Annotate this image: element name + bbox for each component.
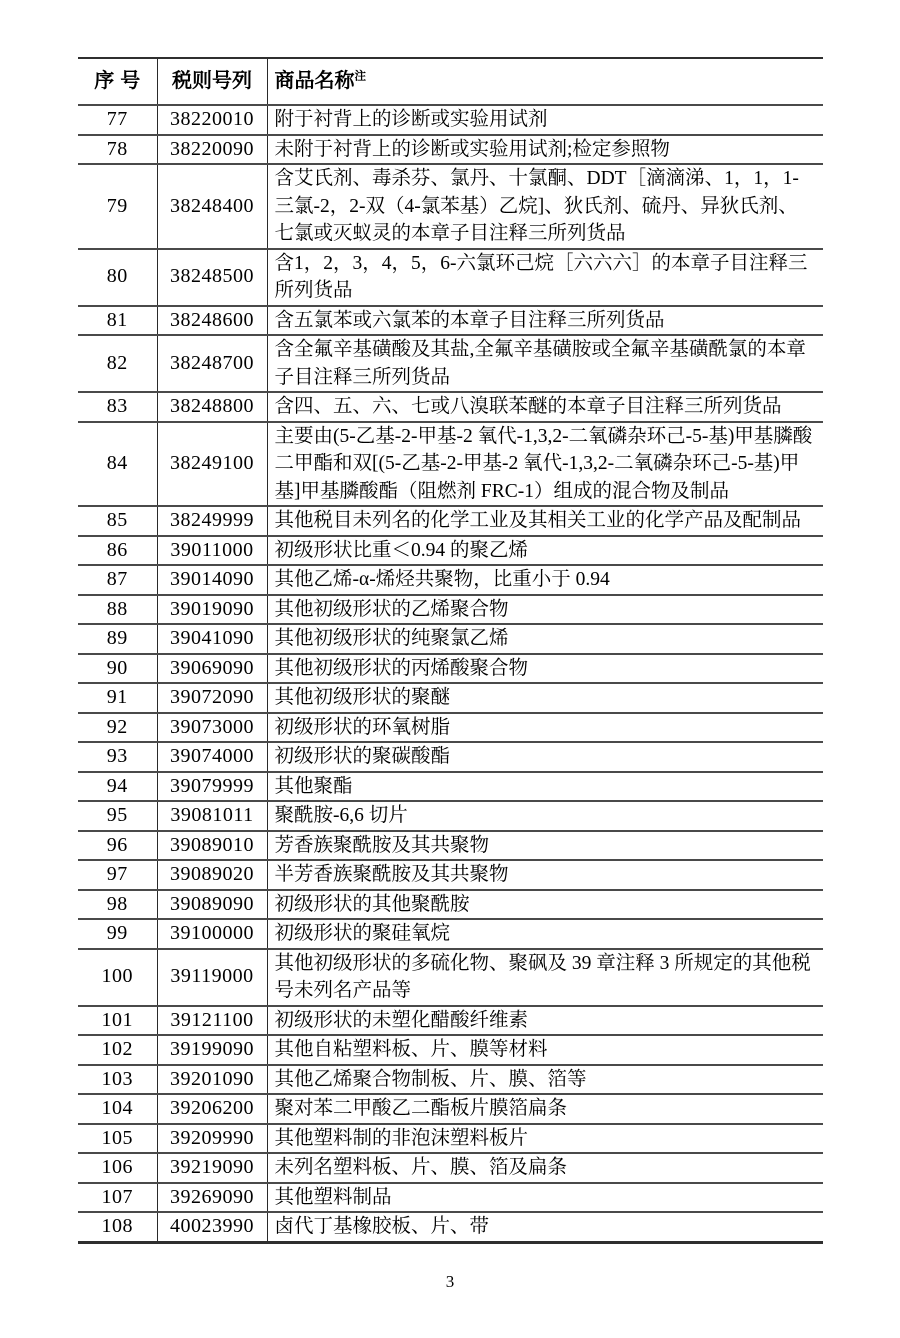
row-code-cell: 38248600 (157, 306, 267, 336)
row-code-cell: 39011000 (157, 536, 267, 566)
row-code-cell: 39014090 (157, 565, 267, 595)
row-index-cell: 100 (78, 949, 157, 1006)
row-index-cell: 84 (78, 422, 157, 507)
row-name-cell: 含1，2，3，4，5，6-六氯环己烷［六六六］的本章子目注释三所列货品 (267, 249, 823, 306)
row-code-cell: 39199090 (157, 1035, 267, 1065)
table-row (78, 1124, 823, 1154)
table-row (78, 949, 823, 1006)
row-index-cell: 77 (78, 105, 157, 135)
table-row (78, 565, 823, 595)
row-index-cell: 95 (78, 801, 157, 831)
row-code-cell: 39019090 (157, 595, 267, 625)
row-code-cell: 39089020 (157, 860, 267, 890)
row-name-cell: 初级形状的其他聚酰胺 (267, 890, 823, 920)
row-code-cell: 39201090 (157, 1065, 267, 1095)
header-code: 税则号列 (157, 58, 267, 105)
row-name-cell: 其他塑料制品 (267, 1183, 823, 1213)
header-note-superscript: 注 (354, 70, 366, 83)
row-name-cell: 其他初级形状的乙烯聚合物 (267, 595, 823, 625)
row-code-cell: 38248700 (157, 335, 267, 392)
table-row (78, 1065, 823, 1095)
row-index-cell: 104 (78, 1094, 157, 1124)
table-row (78, 654, 823, 684)
table-row (78, 595, 823, 625)
row-index-cell: 103 (78, 1065, 157, 1095)
table-row (78, 249, 823, 306)
table-row (78, 306, 823, 336)
row-index-cell: 86 (78, 536, 157, 566)
row-code-cell: 39121100 (157, 1006, 267, 1036)
row-code-cell: 38248500 (157, 249, 267, 306)
row-name-cell: 含艾氏剂、毒杀芬、氯丹、十氯酮、DDT［滴滴涕、1，1，1-三氯-2，2-双（4-氯苯基）乙烷]、狄氏剂、硫丹、异狄氏剂、七氯或灭蚁灵的本章子目注释三所列货品 (267, 164, 823, 249)
row-name-cell: 其他自粘塑料板、片、膜等材料 (267, 1035, 823, 1065)
row-name-cell: 含全氟辛基磺酸及其盐,全氟辛基磺胺或全氟辛基磺酰氯的本章子目注释三所列货品 (267, 335, 823, 392)
table-header-row (78, 58, 823, 105)
table-row (78, 1153, 823, 1183)
row-index-cell: 83 (78, 392, 157, 422)
row-name-cell: 初级形状的环氧树脂 (267, 713, 823, 743)
row-code-cell: 39209990 (157, 1124, 267, 1154)
row-name-cell: 初级形状的聚硅氧烷 (267, 919, 823, 949)
table-row (78, 1035, 823, 1065)
table-row (78, 1006, 823, 1036)
row-index-cell: 82 (78, 335, 157, 392)
table-row (78, 890, 823, 920)
row-code-cell: 39100000 (157, 919, 267, 949)
row-name-cell: 聚对苯二甲酸乙二酯板片膜箔扁条 (267, 1094, 823, 1124)
table-row (78, 335, 823, 392)
row-code-cell: 40023990 (157, 1212, 267, 1242)
header-name-label: 商品名称 (274, 69, 355, 92)
table-row (78, 1094, 823, 1124)
row-index-cell: 80 (78, 249, 157, 306)
row-name-cell: 其他初级形状的丙烯酸聚合物 (267, 654, 823, 684)
row-index-cell: 87 (78, 565, 157, 595)
row-index-cell: 88 (78, 595, 157, 625)
row-code-cell: 39219090 (157, 1153, 267, 1183)
table-row (78, 105, 823, 135)
row-name-cell: 其他初级形状的聚醚 (267, 683, 823, 713)
row-name-cell: 其他初级形状的多硫化物、聚砜及 39 章注释 3 所规定的其他税号未列名产品等 (267, 949, 823, 1006)
row-code-cell: 39206200 (157, 1094, 267, 1124)
row-name-cell: 其他乙烯聚合物制板、片、膜、箔等 (267, 1065, 823, 1095)
row-index-cell: 98 (78, 890, 157, 920)
row-name-cell: 含四、五、六、七或八溴联苯醚的本章子目注释三所列货品 (267, 392, 823, 422)
row-code-cell: 39069090 (157, 654, 267, 684)
row-name-cell: 含五氯苯或六氯苯的本章子目注释三所列货品 (267, 306, 823, 336)
row-code-cell: 38249999 (157, 506, 267, 536)
row-name-cell: 其他乙烯-α-烯烃共聚物，比重小于 0.94 (267, 565, 823, 595)
row-name-cell: 其他初级形状的纯聚氯乙烯 (267, 624, 823, 654)
row-index-cell: 107 (78, 1183, 157, 1213)
table-row (78, 624, 823, 654)
row-index-cell: 106 (78, 1153, 157, 1183)
row-code-cell: 39073000 (157, 713, 267, 743)
row-index-cell: 105 (78, 1124, 157, 1154)
row-code-cell: 39119000 (157, 949, 267, 1006)
row-index-cell: 89 (78, 624, 157, 654)
table-row (78, 1212, 823, 1242)
row-code-cell: 38248800 (157, 392, 267, 422)
row-code-cell: 39081011 (157, 801, 267, 831)
row-name-cell: 初级形状比重＜0.94 的聚乙烯 (267, 536, 823, 566)
table-row (78, 536, 823, 566)
table-row (78, 392, 823, 422)
row-code-cell: 38220010 (157, 105, 267, 135)
row-code-cell: 38249100 (157, 422, 267, 507)
row-index-cell: 78 (78, 135, 157, 165)
table-row (78, 164, 823, 249)
row-name-cell: 卤代丁基橡胶板、片、带 (267, 1212, 823, 1242)
table-row (78, 772, 823, 802)
row-code-cell: 39079999 (157, 772, 267, 802)
header-name (267, 58, 823, 105)
table-row (78, 713, 823, 743)
row-name-cell: 半芳香族聚酰胺及其共聚物 (267, 860, 823, 890)
row-name-cell: 未附于衬背上的诊断或实验用试剂;检定参照物 (267, 135, 823, 165)
row-index-cell: 93 (78, 742, 157, 772)
row-code-cell: 39269090 (157, 1183, 267, 1213)
row-index-cell: 108 (78, 1212, 157, 1242)
row-name-cell: 其他塑料制的非泡沫塑料板片 (267, 1124, 823, 1154)
table-row (78, 831, 823, 861)
row-name-cell: 未列名塑料板、片、膜、箔及扁条 (267, 1153, 823, 1183)
row-name-cell: 其他聚酯 (267, 772, 823, 802)
row-index-cell: 102 (78, 1035, 157, 1065)
row-code-cell: 39074000 (157, 742, 267, 772)
table-row (78, 683, 823, 713)
row-code-cell: 39089010 (157, 831, 267, 861)
row-index-cell: 90 (78, 654, 157, 684)
table-row (78, 422, 823, 507)
row-index-cell: 96 (78, 831, 157, 861)
row-name-cell: 初级形状的未塑化醋酸纤维素 (267, 1006, 823, 1036)
row-code-cell: 39072090 (157, 683, 267, 713)
row-name-cell: 附于衬背上的诊断或实验用试剂 (267, 105, 823, 135)
table-row (78, 1183, 823, 1213)
row-index-cell: 97 (78, 860, 157, 890)
page-number: 3 (445, 1272, 455, 1291)
row-name-cell: 芳香族聚酰胺及其共聚物 (267, 831, 823, 861)
row-index-cell: 85 (78, 506, 157, 536)
row-name-cell: 初级形状的聚碳酸酯 (267, 742, 823, 772)
row-index-cell: 91 (78, 683, 157, 713)
row-name-cell: 主要由(5-乙基-2-甲基-2 氧代-1,3,2-二氧磷杂环己-5-基)甲基膦酸二甲酯和双[(5-乙基-2-甲基-2 氧代-1,3,2-二氧磷杂环己-5-基)甲基]甲基膦酸酯（阻燃剂 FRC-1）组成的混合物及制品 (267, 422, 823, 507)
table-row (78, 860, 823, 890)
row-code-cell: 39089090 (157, 890, 267, 920)
row-name-cell: 聚酰胺-6,6 切片 (267, 801, 823, 831)
table-row (78, 801, 823, 831)
row-index-cell: 99 (78, 919, 157, 949)
row-index-cell: 101 (78, 1006, 157, 1036)
row-index-cell: 79 (78, 164, 157, 249)
row-index-cell: 81 (78, 306, 157, 336)
row-index-cell: 94 (78, 772, 157, 802)
row-code-cell: 38248400 (157, 164, 267, 249)
tariff-table (78, 57, 823, 1244)
row-index-cell: 92 (78, 713, 157, 743)
header-index: 序号 (78, 58, 157, 105)
table-row (78, 919, 823, 949)
table-row (78, 135, 823, 165)
table-row (78, 742, 823, 772)
row-code-cell: 39041090 (157, 624, 267, 654)
row-name-cell: 其他税目未列名的化学工业及其相关工业的化学产品及配制品 (267, 506, 823, 536)
row-code-cell: 38220090 (157, 135, 267, 165)
table-row (78, 506, 823, 536)
